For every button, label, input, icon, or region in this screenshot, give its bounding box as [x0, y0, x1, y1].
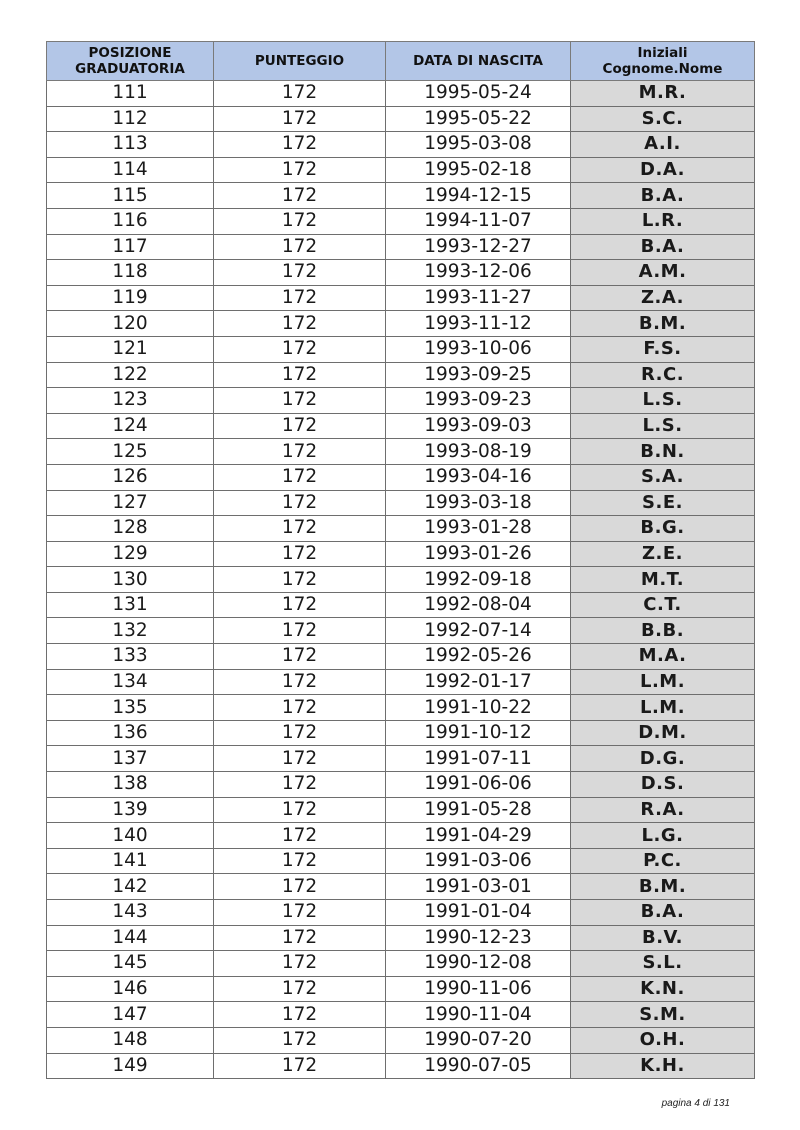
cell-initials: P.C. — [571, 848, 755, 874]
cell-position: 137 — [47, 746, 214, 772]
table-row — [47, 797, 755, 823]
cell-birthdate: 1992-07-14 — [386, 618, 571, 644]
cell-score: 172 — [214, 1027, 386, 1053]
cell-score: 172 — [214, 644, 386, 670]
table-row — [47, 644, 755, 670]
cell-initials: K.H. — [571, 1053, 755, 1079]
cell-position: 120 — [47, 311, 214, 337]
cell-position: 123 — [47, 388, 214, 414]
cell-score: 172 — [214, 157, 386, 183]
table-row — [47, 260, 755, 286]
cell-score: 172 — [214, 260, 386, 286]
cell-birthdate: 1994-11-07 — [386, 208, 571, 234]
cell-position: 138 — [47, 772, 214, 798]
cell-position: 112 — [47, 106, 214, 132]
cell-score: 172 — [214, 490, 386, 516]
cell-initials: B.A. — [571, 183, 755, 209]
cell-score: 172 — [214, 618, 386, 644]
cell-initials: L.M. — [571, 669, 755, 695]
cell-score: 172 — [214, 183, 386, 209]
cell-birthdate: 1995-02-18 — [386, 157, 571, 183]
cell-position: 133 — [47, 644, 214, 670]
cell-birthdate: 1994-12-15 — [386, 183, 571, 209]
table-row — [47, 951, 755, 977]
cell-position: 126 — [47, 464, 214, 490]
table-row — [47, 234, 755, 260]
cell-score: 172 — [214, 669, 386, 695]
table-row — [47, 746, 755, 772]
cell-initials: Z.A. — [571, 285, 755, 311]
cell-initials: A.M. — [571, 260, 755, 286]
cell-initials: S.L. — [571, 951, 755, 977]
cell-position: 122 — [47, 362, 214, 388]
cell-birthdate: 1993-08-19 — [386, 439, 571, 465]
cell-birthdate: 1990-12-08 — [386, 951, 571, 977]
cell-initials: B.V. — [571, 925, 755, 951]
cell-score: 172 — [214, 567, 386, 593]
cell-birthdate: 1991-05-28 — [386, 797, 571, 823]
header-birthdate: DATA DI NASCITA — [386, 42, 571, 81]
cell-score: 172 — [214, 1002, 386, 1028]
cell-initials: B.A. — [571, 900, 755, 926]
cell-birthdate: 1990-11-04 — [386, 1002, 571, 1028]
cell-initials: L.S. — [571, 388, 755, 414]
cell-position: 146 — [47, 976, 214, 1002]
cell-initials: L.G. — [571, 823, 755, 849]
cell-position: 118 — [47, 260, 214, 286]
cell-birthdate: 1991-06-06 — [386, 772, 571, 798]
cell-initials: F.S. — [571, 336, 755, 362]
cell-initials: S.C. — [571, 106, 755, 132]
cell-score: 172 — [214, 413, 386, 439]
table-row — [47, 592, 755, 618]
cell-score: 172 — [214, 823, 386, 849]
footer-page-number: 4 — [694, 1098, 700, 1109]
table-row — [47, 567, 755, 593]
cell-position: 148 — [47, 1027, 214, 1053]
cell-position: 130 — [47, 567, 214, 593]
cell-initials: D.S. — [571, 772, 755, 798]
header-position-line1: POSIZIONE — [88, 45, 172, 61]
footer-total-pages: 131 — [713, 1098, 730, 1109]
cell-initials: C.T. — [571, 592, 755, 618]
cell-position: 127 — [47, 490, 214, 516]
cell-birthdate: 1991-04-29 — [386, 823, 571, 849]
table-row — [47, 132, 755, 158]
cell-position: 125 — [47, 439, 214, 465]
cell-birthdate: 1991-07-11 — [386, 746, 571, 772]
cell-birthdate: 1992-09-18 — [386, 567, 571, 593]
cell-initials: R.C. — [571, 362, 755, 388]
cell-score: 172 — [214, 106, 386, 132]
cell-birthdate: 1990-07-20 — [386, 1027, 571, 1053]
cell-score: 172 — [214, 746, 386, 772]
table-row — [47, 848, 755, 874]
cell-birthdate: 1993-12-06 — [386, 260, 571, 286]
cell-position: 132 — [47, 618, 214, 644]
table-row — [47, 900, 755, 926]
cell-score: 172 — [214, 516, 386, 542]
cell-position: 149 — [47, 1053, 214, 1079]
cell-birthdate: 1995-05-22 — [386, 106, 571, 132]
cell-score: 172 — [214, 439, 386, 465]
table-row — [47, 516, 755, 542]
table-row — [47, 336, 755, 362]
header-position-line2: GRADUATORIA — [75, 61, 185, 77]
table-row — [47, 695, 755, 721]
table-row — [47, 772, 755, 798]
cell-initials: M.A. — [571, 644, 755, 670]
cell-score: 172 — [214, 951, 386, 977]
cell-score: 172 — [214, 976, 386, 1002]
header-initials — [571, 42, 755, 81]
cell-score: 172 — [214, 336, 386, 362]
ranking-table — [46, 41, 755, 1079]
cell-position: 129 — [47, 541, 214, 567]
cell-initials: B.B. — [571, 618, 755, 644]
cell-score: 172 — [214, 1053, 386, 1079]
cell-position: 124 — [47, 413, 214, 439]
cell-birthdate: 1993-09-23 — [386, 388, 571, 414]
cell-score: 172 — [214, 925, 386, 951]
header-initials-line2: Cognome.Nome — [602, 61, 723, 77]
table-row — [47, 618, 755, 644]
cell-score: 172 — [214, 464, 386, 490]
table-row — [47, 311, 755, 337]
cell-birthdate: 1993-09-25 — [386, 362, 571, 388]
cell-score: 172 — [214, 311, 386, 337]
cell-position: 117 — [47, 234, 214, 260]
table-row — [47, 439, 755, 465]
table-row — [47, 285, 755, 311]
cell-birthdate: 1990-12-23 — [386, 925, 571, 951]
table-row — [47, 1053, 755, 1079]
table-row — [47, 81, 755, 107]
cell-initials: A.I. — [571, 132, 755, 158]
cell-initials: B.M. — [571, 874, 755, 900]
cell-initials: K.N. — [571, 976, 755, 1002]
table-row — [47, 413, 755, 439]
table-body — [47, 81, 755, 1079]
cell-birthdate: 1993-01-28 — [386, 516, 571, 542]
cell-score: 172 — [214, 388, 386, 414]
cell-position: 114 — [47, 157, 214, 183]
cell-initials: L.M. — [571, 695, 755, 721]
cell-position: 144 — [47, 925, 214, 951]
cell-score: 172 — [214, 234, 386, 260]
header-position — [47, 42, 214, 81]
table-row — [47, 208, 755, 234]
cell-birthdate: 1991-03-06 — [386, 848, 571, 874]
cell-birthdate: 1992-01-17 — [386, 669, 571, 695]
table-row — [47, 874, 755, 900]
cell-birthdate: 1993-11-27 — [386, 285, 571, 311]
table-row — [47, 720, 755, 746]
cell-birthdate: 1990-07-05 — [386, 1053, 571, 1079]
cell-initials: D.G. — [571, 746, 755, 772]
table-header — [47, 42, 755, 81]
cell-initials: S.E. — [571, 490, 755, 516]
cell-birthdate: 1993-12-27 — [386, 234, 571, 260]
page-footer — [662, 1098, 730, 1109]
header-initials-line1: Iniziali — [637, 45, 688, 61]
cell-birthdate: 1991-10-12 — [386, 720, 571, 746]
cell-initials: B.N. — [571, 439, 755, 465]
table-row — [47, 976, 755, 1002]
cell-score: 172 — [214, 208, 386, 234]
cell-score: 172 — [214, 541, 386, 567]
cell-birthdate: 1993-10-06 — [386, 336, 571, 362]
cell-position: 140 — [47, 823, 214, 849]
table-row — [47, 925, 755, 951]
table-row — [47, 388, 755, 414]
cell-initials: D.A. — [571, 157, 755, 183]
cell-birthdate: 1992-05-26 — [386, 644, 571, 670]
cell-birthdate: 1991-03-01 — [386, 874, 571, 900]
cell-score: 172 — [214, 797, 386, 823]
cell-initials: B.M. — [571, 311, 755, 337]
footer-of-word: di — [702, 1098, 711, 1109]
cell-birthdate: 1993-01-26 — [386, 541, 571, 567]
cell-initials: M.R. — [571, 81, 755, 107]
cell-position: 128 — [47, 516, 214, 542]
cell-initials: D.M. — [571, 720, 755, 746]
cell-initials: B.A. — [571, 234, 755, 260]
cell-position: 111 — [47, 81, 214, 107]
table-row — [47, 464, 755, 490]
cell-position: 121 — [47, 336, 214, 362]
table-row — [47, 823, 755, 849]
cell-birthdate: 1993-04-16 — [386, 464, 571, 490]
cell-initials: B.G. — [571, 516, 755, 542]
cell-birthdate: 1990-11-06 — [386, 976, 571, 1002]
cell-position: 142 — [47, 874, 214, 900]
cell-score: 172 — [214, 848, 386, 874]
header-row — [47, 42, 755, 81]
cell-position: 139 — [47, 797, 214, 823]
cell-position: 134 — [47, 669, 214, 695]
cell-initials: S.A. — [571, 464, 755, 490]
table-row — [47, 1002, 755, 1028]
cell-birthdate: 1995-05-24 — [386, 81, 571, 107]
table-row — [47, 669, 755, 695]
cell-score: 172 — [214, 874, 386, 900]
cell-position: 141 — [47, 848, 214, 874]
cell-birthdate: 1991-01-04 — [386, 900, 571, 926]
cell-position: 135 — [47, 695, 214, 721]
table-row — [47, 490, 755, 516]
cell-initials: O.H. — [571, 1027, 755, 1053]
cell-position: 143 — [47, 900, 214, 926]
cell-score: 172 — [214, 362, 386, 388]
cell-initials: Z.E. — [571, 541, 755, 567]
cell-position: 136 — [47, 720, 214, 746]
cell-birthdate: 1993-09-03 — [386, 413, 571, 439]
table-row — [47, 157, 755, 183]
cell-initials: L.R. — [571, 208, 755, 234]
cell-birthdate: 1992-08-04 — [386, 592, 571, 618]
cell-initials: R.A. — [571, 797, 755, 823]
table-row — [47, 106, 755, 132]
cell-position: 113 — [47, 132, 214, 158]
cell-score: 172 — [214, 695, 386, 721]
cell-initials: S.M. — [571, 1002, 755, 1028]
footer-page-word: pagina — [661, 1098, 692, 1109]
cell-initials: L.S. — [571, 413, 755, 439]
cell-score: 172 — [214, 772, 386, 798]
cell-position: 131 — [47, 592, 214, 618]
table-row — [47, 362, 755, 388]
cell-position: 145 — [47, 951, 214, 977]
cell-position: 116 — [47, 208, 214, 234]
header-score: PUNTEGGIO — [214, 42, 386, 81]
cell-initials: M.T. — [571, 567, 755, 593]
table-row — [47, 183, 755, 209]
cell-score: 172 — [214, 720, 386, 746]
cell-position: 115 — [47, 183, 214, 209]
table-row — [47, 1027, 755, 1053]
cell-score: 172 — [214, 285, 386, 311]
cell-position: 147 — [47, 1002, 214, 1028]
cell-score: 172 — [214, 132, 386, 158]
cell-birthdate: 1991-10-22 — [386, 695, 571, 721]
cell-score: 172 — [214, 900, 386, 926]
cell-birthdate: 1993-03-18 — [386, 490, 571, 516]
cell-birthdate: 1993-11-12 — [386, 311, 571, 337]
table-row — [47, 541, 755, 567]
cell-score: 172 — [214, 81, 386, 107]
cell-score: 172 — [214, 592, 386, 618]
cell-birthdate: 1995-03-08 — [386, 132, 571, 158]
cell-position: 119 — [47, 285, 214, 311]
